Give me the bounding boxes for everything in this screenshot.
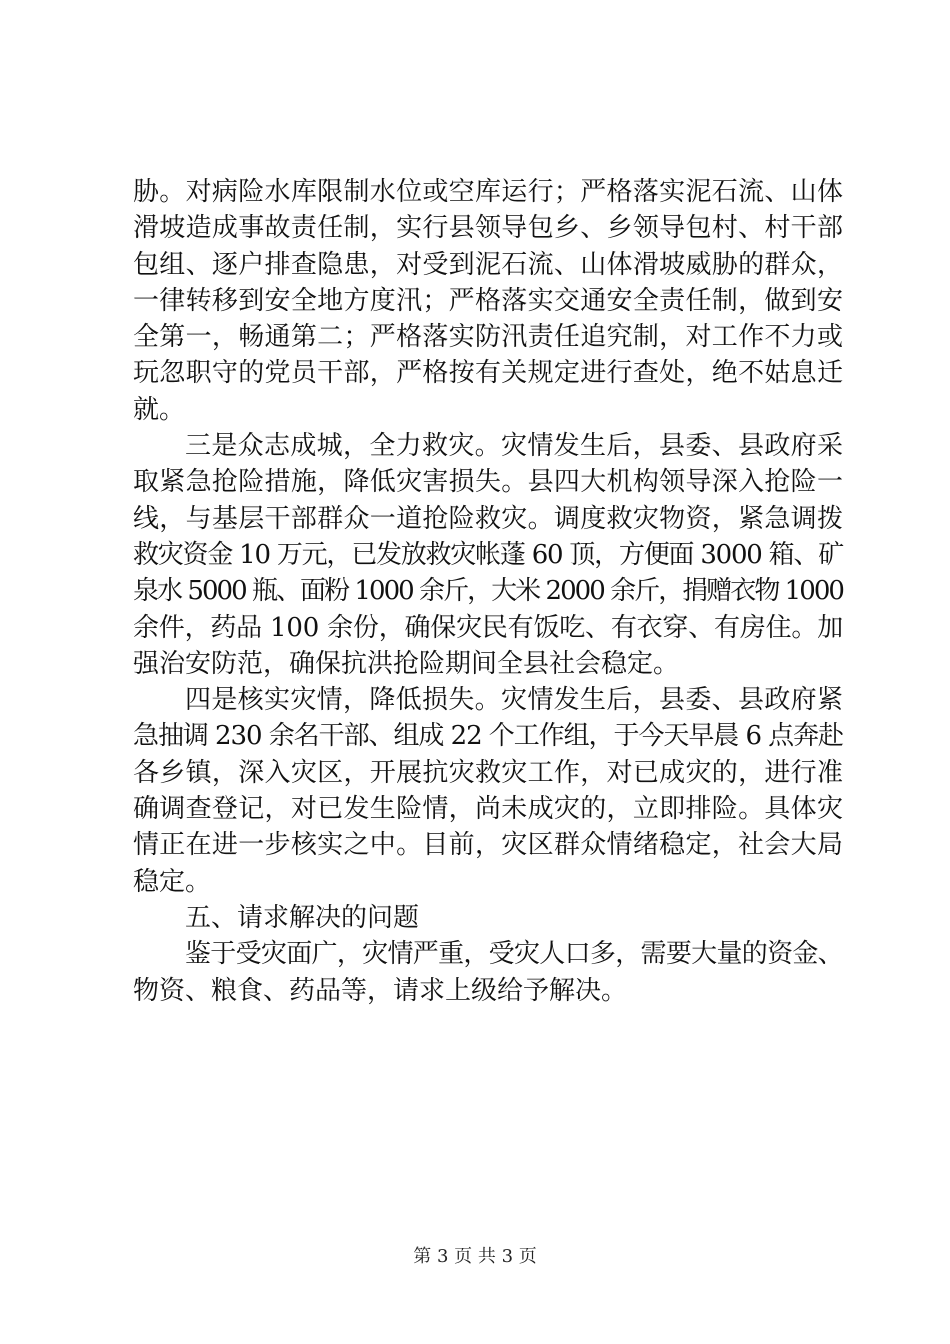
- text-line: 就。: [133, 394, 186, 425]
- text-line: 全第一，畅通第二；严格落实防汛责任追究制，对工作不力或: [133, 322, 843, 353]
- text-line: 各乡镇，深入灾区，开展抗灾救灾工作，对已成灾的，进行准: [133, 757, 843, 788]
- text-line: 泉水 5000 瓶、面粉 1000 余斤，大米 2000 余斤，捐赠衣物 1000: [133, 576, 843, 607]
- text-line: 余件，药品 100 余份，确保灾民有饭吃、有衣穿、有房住。加: [133, 612, 843, 643]
- text-line: 玩忽职守的党员干部，严格按有关规定进行查处，绝不姑息迁: [133, 358, 843, 389]
- page-footer: 第 3 页 共 3 页: [413, 1246, 537, 1267]
- text-line: 物资、粮食、药品等，请求上级给予解决。: [133, 975, 628, 1006]
- text-line: 包组、逐户排查隐患，对受到泥石流、山体滑坡威胁的群众，: [133, 249, 843, 280]
- text-line: 鉴于受灾面广，灾情严重，受灾人口多，需要大量的资金、: [185, 939, 843, 970]
- text-line: 线，与基层干部群众一道抢险救灾。调度救灾物资，紧急调拨: [133, 503, 843, 534]
- text-line: 情正在进一步核实之中。目前，灾区群众情绪稳定，社会大局: [133, 830, 843, 861]
- document-body: [133, 174, 843, 1009]
- text-line: 取紧急抢险措施，降低灾害损失。县四大机构领导深入抢险一: [133, 467, 843, 498]
- text-line: 胁。对病险水库限制水位或空库运行；严格落实泥石流、山体: [133, 177, 843, 207]
- text-line: 急抽调 230 余名干部、组成 22 个工作组，于今天早晨 6 点奔赴: [133, 721, 843, 752]
- text-line: 救灾资金 10 万元，已发放救灾帐蓬 60 顶，方便面 3000 箱、矿: [133, 539, 843, 570]
- text-line: 确调查登记，对已发生险情，尚未成灾的，立即排险。具体灾: [133, 794, 843, 825]
- text-line: 四是核实灾情，降低损失。灾情发生后，县委、县政府紧: [185, 685, 843, 716]
- text-line: 五、请求解决的问题: [185, 902, 420, 933]
- text-line: 稳定。: [133, 866, 212, 897]
- text-line: 三是众志成城，全力救灾。灾情发生后，县委、县政府采: [185, 431, 843, 462]
- text-line: 强治安防范，确保抗洪抢险期间全县社会稳定。: [133, 648, 680, 679]
- text-line: 一律转移到安全地方度汛；严格落实交通安全责任制，做到安: [133, 285, 843, 316]
- text-line: 滑坡造成事故责任制，实行县领导包乡、乡领导包村、村干部: [133, 213, 843, 244]
